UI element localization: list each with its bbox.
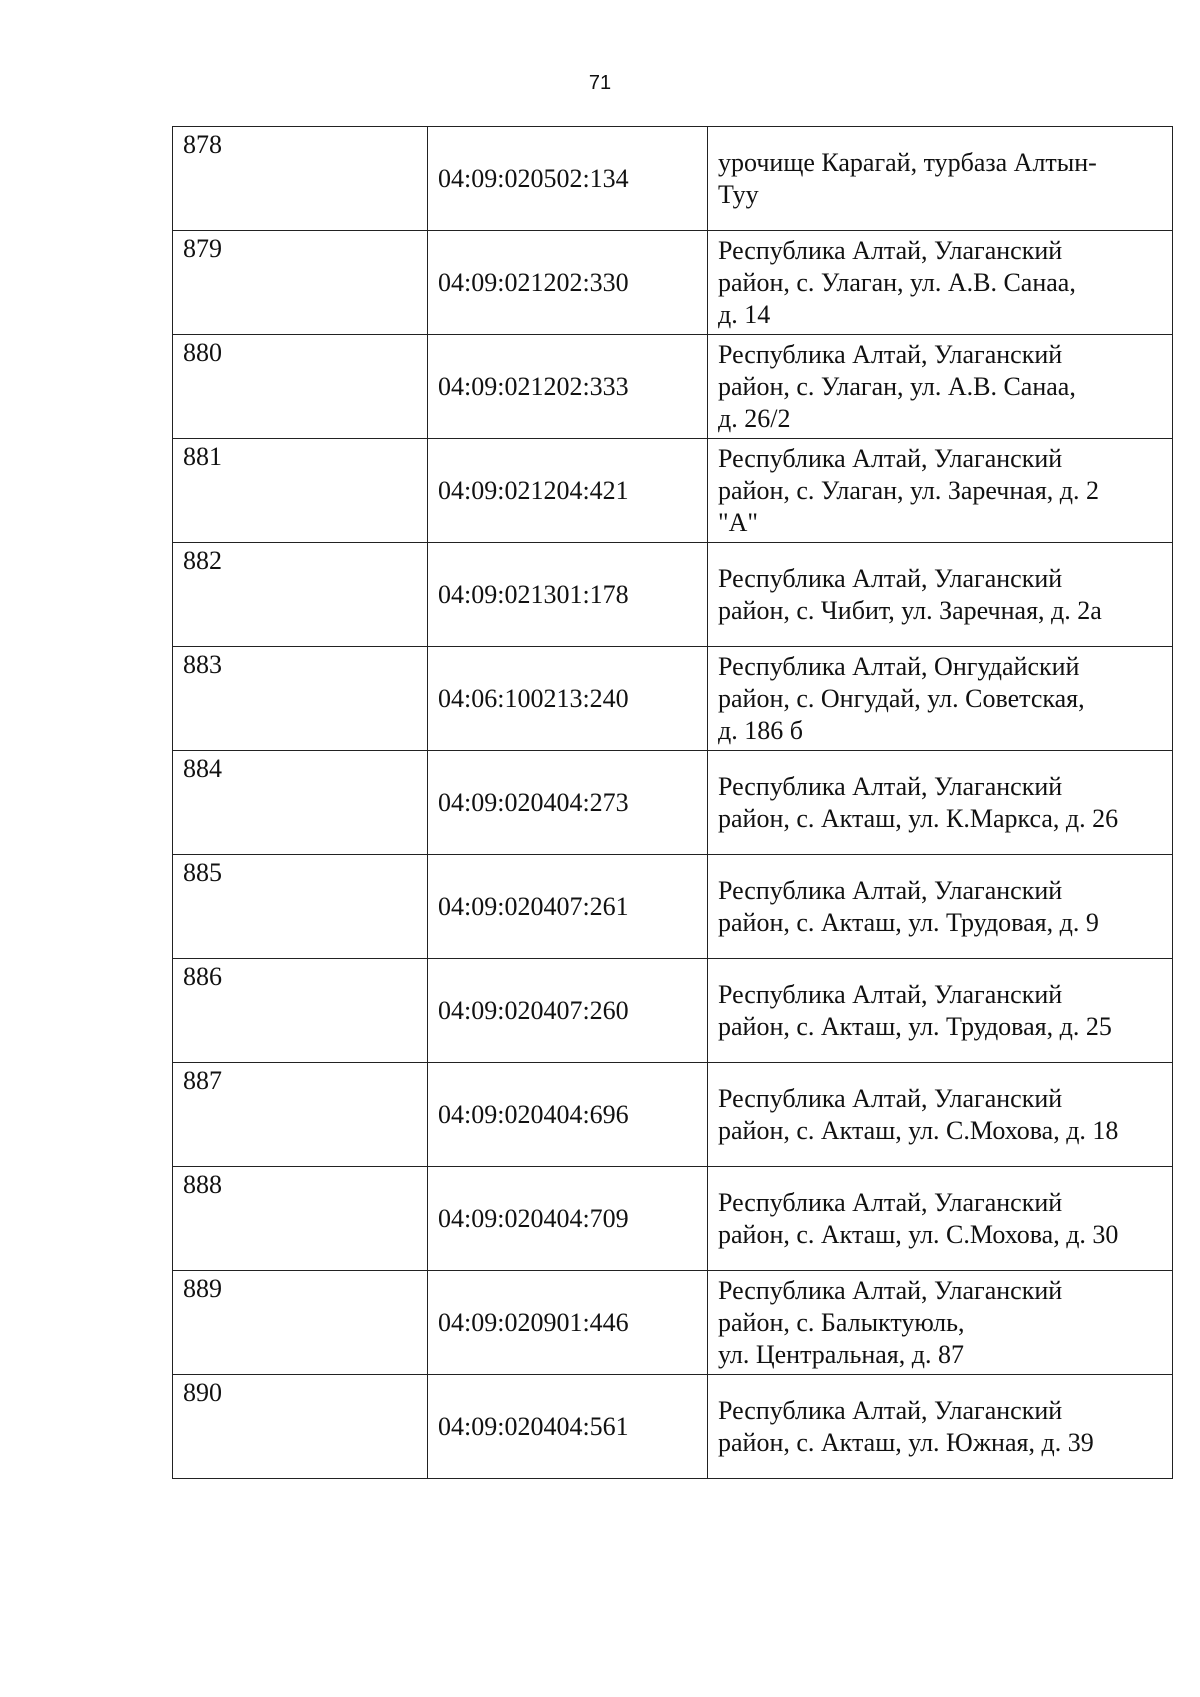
address-cell: Республика Алтай, Улаганский район, с. Акташ, ул. К.Маркса, д. 26 — [708, 751, 1173, 855]
cadastral-number-cell: 04:09:021204:421 — [428, 439, 708, 543]
address-cell: Республика Алтай, Улаганский район, с. Акташ, ул. Южная, д. 39 — [708, 1375, 1173, 1479]
cadastral-number-cell: 04:09:020901:446 — [428, 1271, 708, 1375]
cadastral-number-cell: 04:09:020404:561 — [428, 1375, 708, 1479]
cadastral-number-cell: 04:09:021202:333 — [428, 335, 708, 439]
address-cell: Республика Алтай, Улаганский район, с. Акташ, ул. С.Мохова, д. 18 — [708, 1063, 1173, 1167]
address-cell: Республика Алтай, Улаганский район, с. Улаган, ул. Заречная, д. 2 "А" — [708, 439, 1173, 543]
row-number-cell: 883 — [173, 647, 428, 751]
address-cell: урочище Карагай, турбаза Алтын- Туу — [708, 127, 1173, 231]
table-row — [173, 231, 1173, 335]
table-row — [173, 543, 1173, 647]
row-number-cell: 878 — [173, 127, 428, 231]
table-row — [173, 1271, 1173, 1375]
cadastral-number-cell: 04:09:021301:178 — [428, 543, 708, 647]
table-row — [173, 1375, 1173, 1479]
address-cell: Республика Алтай, Онгудайский район, с. Онгудай, ул. Советская, д. 186 б — [708, 647, 1173, 751]
registry-table-body — [173, 127, 1173, 1479]
address-cell: Республика Алтай, Улаганский район, с. Балыктуюль, ул. Центральная, д. 87 — [708, 1271, 1173, 1375]
page-number: 71 — [588, 72, 612, 94]
table-row — [173, 751, 1173, 855]
address-cell: Республика Алтай, Улаганский район, с. Улаган, ул. А.В. Санаа, д. 26/2 — [708, 335, 1173, 439]
row-number-cell: 890 — [173, 1375, 428, 1479]
cadastral-number-cell: 04:09:021202:330 — [428, 231, 708, 335]
table-row — [173, 127, 1173, 231]
row-number-cell: 889 — [173, 1271, 428, 1375]
row-number-cell: 886 — [173, 959, 428, 1063]
cadastral-number-cell: 04:09:020404:696 — [428, 1063, 708, 1167]
row-number-cell: 888 — [173, 1167, 428, 1271]
address-cell: Республика Алтай, Улаганский район, с. Чибит, ул. Заречная, д. 2а — [708, 543, 1173, 647]
table-row — [173, 647, 1173, 751]
table-row — [173, 439, 1173, 543]
cadastral-number-cell: 04:09:020407:261 — [428, 855, 708, 959]
row-number-cell: 882 — [173, 543, 428, 647]
address-cell: Республика Алтай, Улаганский район, с. Акташ, ул. Трудовая, д. 9 — [708, 855, 1173, 959]
row-number-cell: 879 — [173, 231, 428, 335]
cadastral-number-cell: 04:09:020407:260 — [428, 959, 708, 1063]
registry-table — [172, 126, 1173, 1479]
address-cell: Республика Алтай, Улаганский район, с. Улаган, ул. А.В. Санаа, д. 14 — [708, 231, 1173, 335]
row-number-cell: 881 — [173, 439, 428, 543]
table-row — [173, 959, 1173, 1063]
table-row — [173, 1167, 1173, 1271]
row-number-cell: 880 — [173, 335, 428, 439]
cadastral-number-cell: 04:06:100213:240 — [428, 647, 708, 751]
cadastral-number-cell: 04:09:020404:709 — [428, 1167, 708, 1271]
row-number-cell: 885 — [173, 855, 428, 959]
table-row — [173, 1063, 1173, 1167]
row-number-cell: 884 — [173, 751, 428, 855]
table-row — [173, 855, 1173, 959]
address-cell: Республика Алтай, Улаганский район, с. Акташ, ул. Трудовая, д. 25 — [708, 959, 1173, 1063]
cadastral-number-cell: 04:09:020404:273 — [428, 751, 708, 855]
table-row — [173, 335, 1173, 439]
address-cell: Республика Алтай, Улаганский район, с. Акташ, ул. С.Мохова, д. 30 — [708, 1167, 1173, 1271]
row-number-cell: 887 — [173, 1063, 428, 1167]
cadastral-number-cell: 04:09:020502:134 — [428, 127, 708, 231]
